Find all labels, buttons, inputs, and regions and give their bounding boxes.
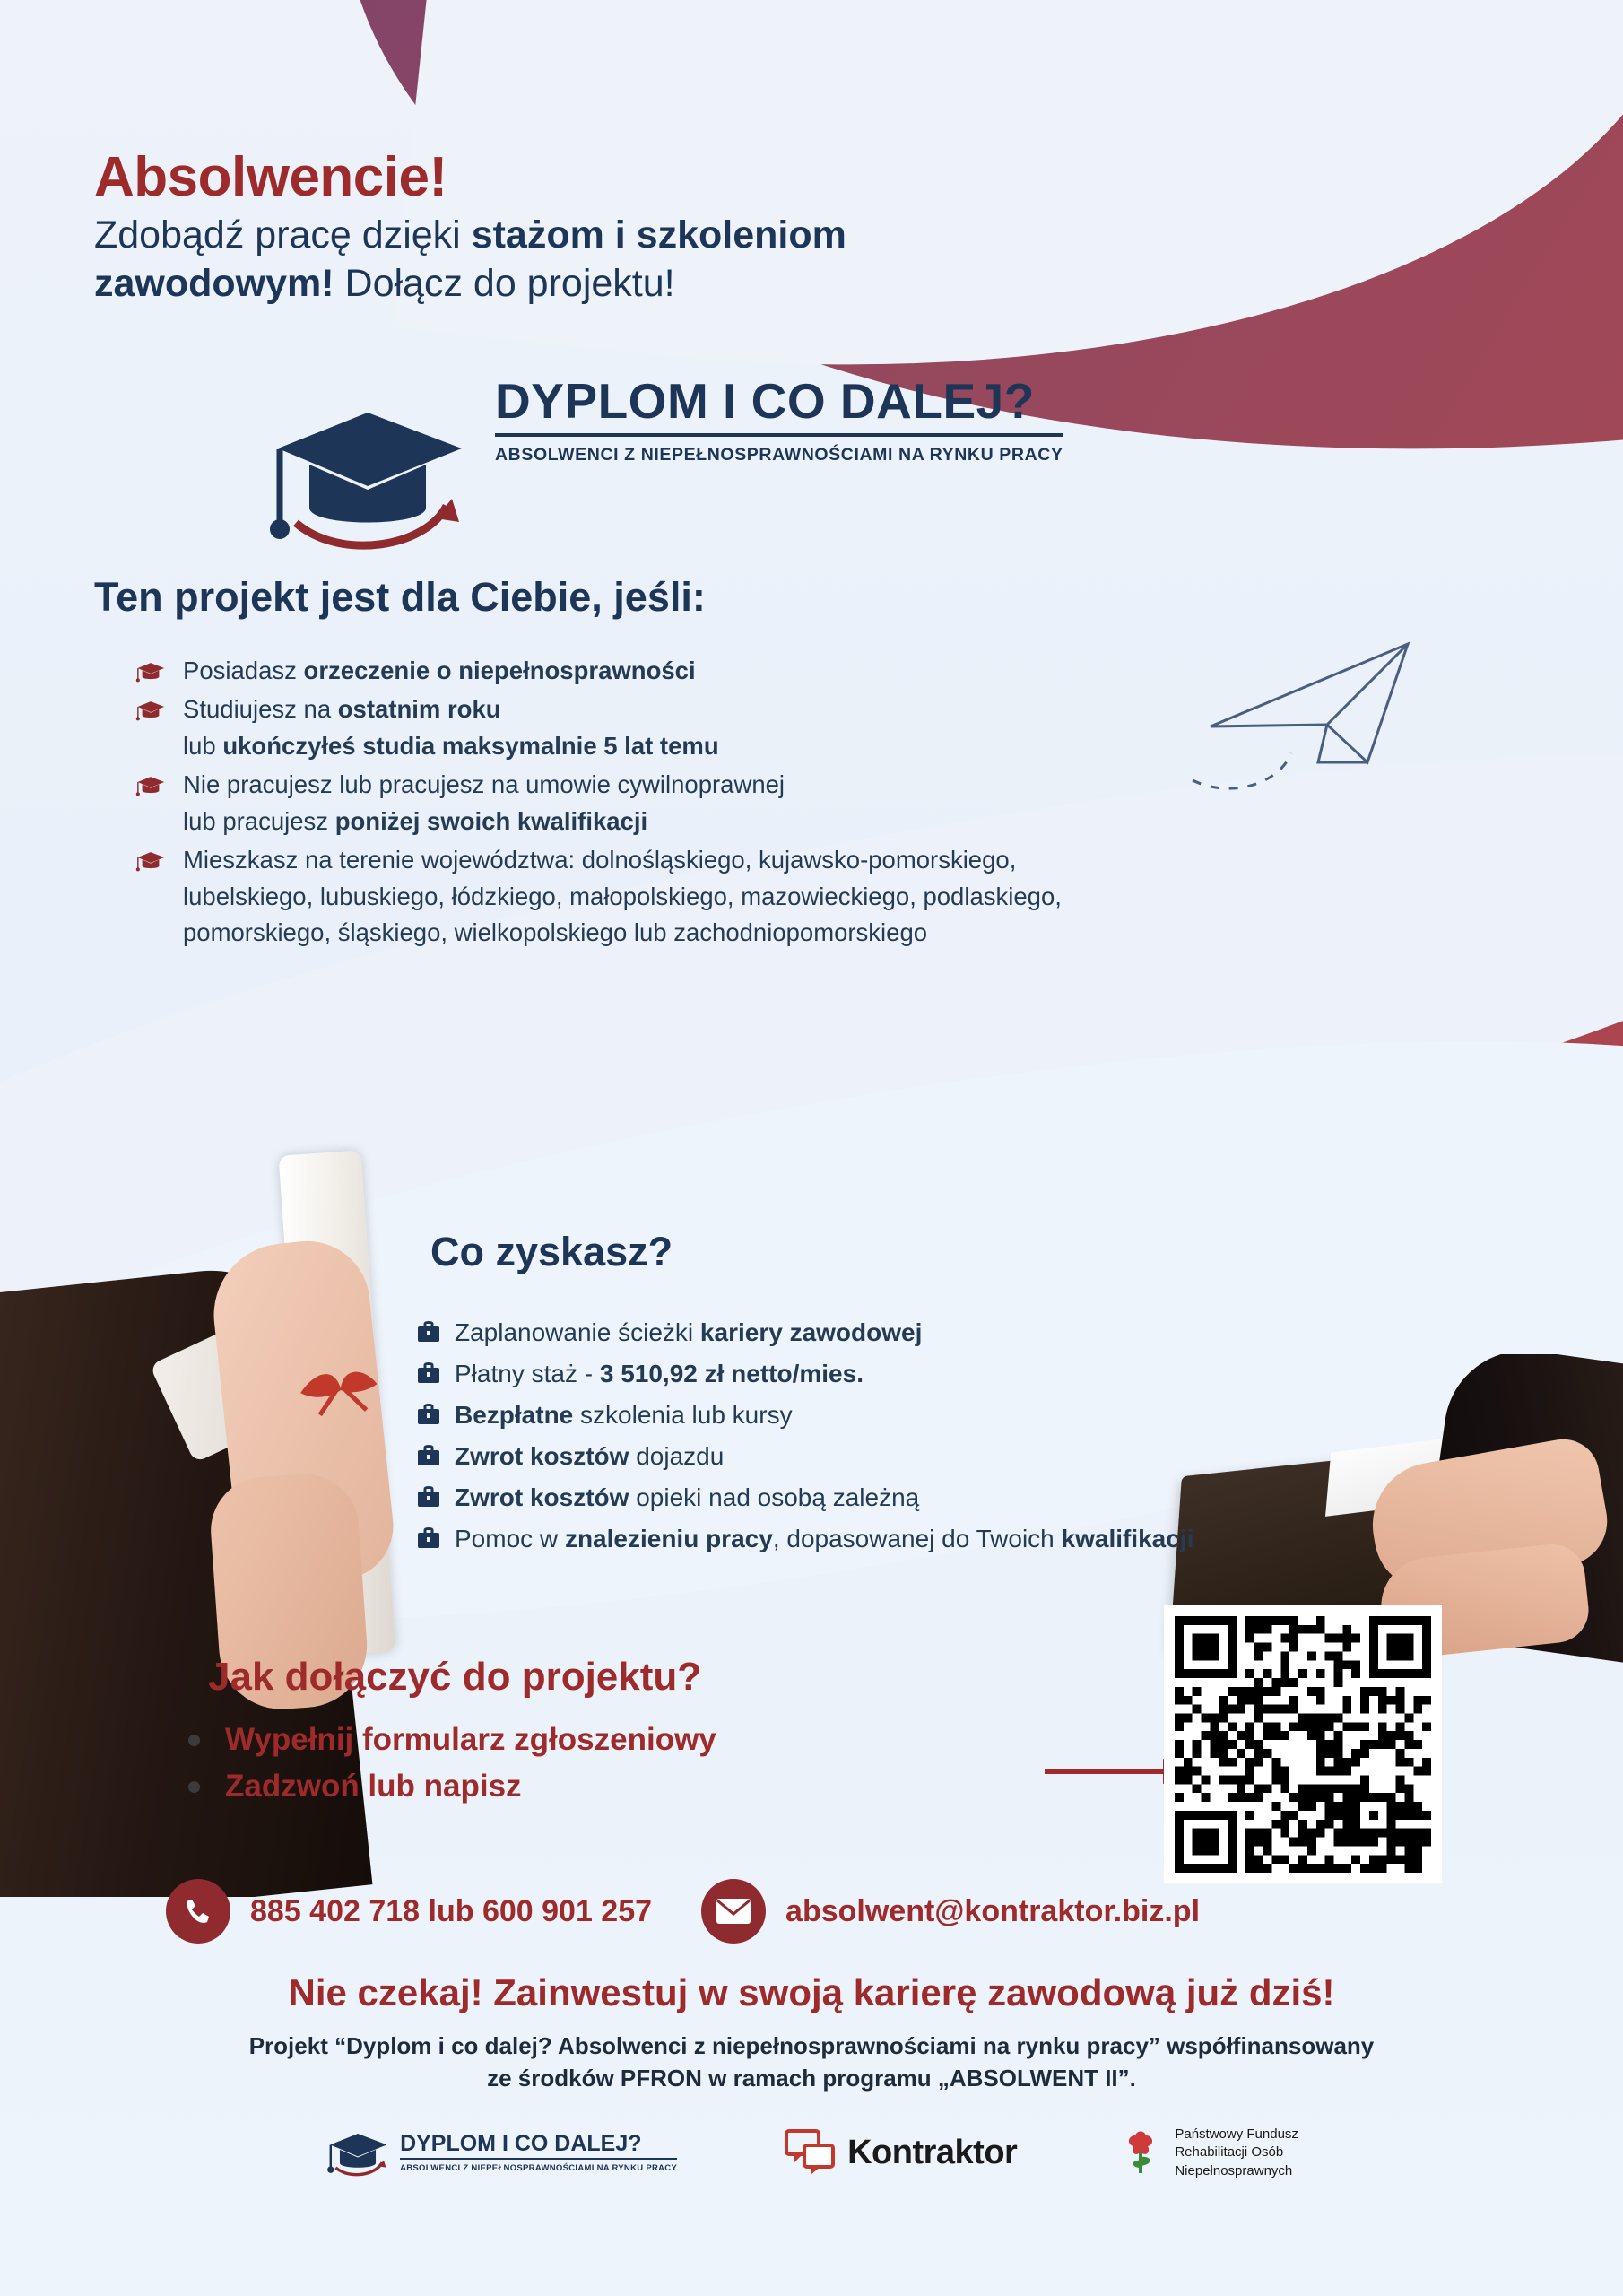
eligibility-item-line: [183, 804, 785, 839]
email-address[interactable]: absolwent@kontraktor.biz.pl: [785, 1893, 1201, 1928]
page-title: Absolwencie!: [94, 146, 447, 208]
emphasis-text: Bezpłatne: [455, 1401, 574, 1429]
footer-logo-pfron-text: [1175, 2126, 1298, 2180]
graduation-cap-icon: [260, 393, 475, 554]
footer-logo-pfron: [1124, 2126, 1298, 2180]
headline-line2-plain: Dołącz do projektu!: [334, 261, 675, 305]
plain-text: lub pracujesz: [183, 806, 335, 835]
qr-code[interactable]: [1164, 1605, 1442, 1883]
emphasis-text: 3 510,92 zł netto/mies.: [599, 1360, 864, 1387]
eligibility-item-text: [183, 767, 785, 839]
plain-text: , dopasowanej do Twoich: [772, 1525, 1062, 1552]
financing-line1: Projekt “Dyplom i co dalej? Absolwenci z niepełnosprawnościami na rynku pracy” współfinansowany: [248, 2032, 1375, 2059]
graduation-cap-bullet-icon: [135, 660, 167, 688]
phone-icon: [166, 1879, 230, 1944]
eligibility-item-line: [183, 842, 1062, 878]
footer-logo-kontraktor-text: Kontraktor: [847, 2133, 1018, 2171]
envelope-icon: [701, 1879, 766, 1944]
project-logo: [260, 373, 1063, 554]
headline-line2-bold: zawodowym!: [94, 261, 334, 305]
pfron-flower-icon: [1124, 2128, 1166, 2177]
plain-text: Płatny staż -: [455, 1360, 600, 1387]
join-step-item: [188, 1722, 1085, 1758]
eligibility-list: [135, 653, 1390, 953]
join-step-label: Zadzwoń lub napisz: [225, 1769, 522, 1804]
eligibility-item-line: [183, 915, 1062, 951]
briefcase-bullet-icon: [417, 1526, 440, 1554]
join-step-label: Wypełnij formularz zgłoszeniowy: [225, 1722, 716, 1757]
benefit-item: [417, 1396, 1475, 1434]
eligibility-item-text: [183, 842, 1062, 951]
speech-bubbles-icon: [785, 2129, 837, 2176]
section-heading-benefits: Co zyskasz?: [430, 1229, 673, 1274]
phone-number[interactable]: 885 402 718 lub 600 901 257: [250, 1893, 653, 1928]
bullet-dot-icon: [188, 1781, 200, 1793]
section-heading-eligibility: Ten projekt jest dla Ciebie, jeśli:: [94, 574, 706, 620]
plain-text: lub: [183, 731, 223, 760]
footer-logo-project: [325, 2127, 677, 2178]
pfron-line2: Rehabilitacji Osób: [1175, 2144, 1284, 2161]
benefit-item-text: [455, 1438, 724, 1475]
benefits-list: [417, 1314, 1475, 1561]
bullet-dot-icon: [188, 1735, 200, 1746]
benefit-item: [417, 1438, 1475, 1475]
footer-logo-kontraktor: [785, 2129, 1017, 2176]
plain-text: lubelskiego, lubuskiego, łódzkiego, małopolskiego, mazowieckiego, podlaskiego,: [183, 882, 1062, 910]
footer-logo-project-title: DYPLOM I CO DALEJ?: [400, 2133, 677, 2160]
graduation-cap-bullet-icon: [135, 849, 167, 877]
emphasis-text: ukończyłeś studia maksymalnie 5 lat temu: [222, 731, 719, 760]
benefit-item: [417, 1355, 1475, 1393]
ribbon-icon: [290, 1360, 392, 1421]
footer-logo-project-subtitle: ABSOLWENCI Z NIEPEŁNOSPRAWNOŚCIAMI NA RYNKU PRACY: [400, 2162, 678, 2173]
emphasis-text: kariery zawodowej: [699, 1318, 923, 1346]
call-to-action: Nie czekaj! Zainwestuj w swoją karierę zawodową już dziś!: [288, 1971, 1335, 2013]
headline-subtitle: [94, 212, 1152, 309]
plain-text: Studiujesz na: [183, 695, 338, 724]
benefit-item: [417, 1520, 1475, 1558]
benefit-item: [417, 1479, 1475, 1517]
eligibility-item-line: [183, 691, 719, 727]
benefit-item-text: [455, 1314, 922, 1352]
plain-text: Mieszkasz na terenie województwa: dolnośląskiego, kujawsko-pomorskiego,: [183, 846, 1017, 874]
pfron-line3: Niepełnosprawnych: [1175, 2162, 1293, 2179]
emphasis-text: Zwrot kosztów: [455, 1483, 629, 1511]
qr-code-canvas[interactable]: [1175, 1616, 1431, 1873]
briefcase-bullet-icon: [417, 1361, 440, 1389]
project-logo-title: DYPLOM I CO DALEJ?: [495, 377, 1063, 437]
emphasis-text: ostatnim roku: [337, 695, 501, 724]
contact-row: [166, 1879, 1200, 1944]
headline-line1-bold: stażom i szkoleniom: [471, 213, 846, 257]
eligibility-item: [135, 691, 1390, 764]
emphasis-text: orzeczenie o niepełnosprawności: [303, 657, 696, 684]
eligibility-item-text: [183, 653, 696, 689]
plain-text: Pomoc w: [455, 1525, 565, 1552]
benefit-item-text: [455, 1355, 864, 1393]
briefcase-bullet-icon: [417, 1444, 440, 1472]
benefit-item: [417, 1314, 1475, 1352]
plain-text: Posiadasz: [183, 657, 304, 684]
benefit-item-text: [455, 1520, 1193, 1558]
graduation-cap-icon-small: [325, 2127, 391, 2178]
pfron-line1: Państwowy Fundusz: [1175, 2126, 1298, 2142]
headline-block: [94, 148, 1152, 309]
financing-line2: ze środków PFRON w ramach programu „ABSOLWENT II”.: [487, 2065, 1136, 2092]
eligibility-item-text: [183, 691, 719, 764]
section-heading-join: Jak dołączyć do projektu?: [208, 1655, 702, 1699]
join-steps-list: [188, 1722, 1085, 1815]
plain-text: Zaplanowanie ścieżki: [455, 1318, 700, 1346]
briefcase-bullet-icon: [417, 1485, 440, 1513]
footer-logos: [0, 2126, 1623, 2180]
eligibility-item-line: [183, 728, 719, 764]
graduation-cap-bullet-icon: [135, 774, 167, 802]
plain-text: pomorskiego, śląskiego, wielkopolskiego lub zachodniopomorskiego: [183, 918, 928, 946]
eligibility-item: [135, 842, 1390, 951]
emphasis-text: Zwrot kosztów: [455, 1442, 629, 1470]
briefcase-bullet-icon: [417, 1403, 440, 1431]
plain-text: szkolenia lub kursy: [573, 1401, 793, 1429]
emphasis-text: znalezieniu pracy: [564, 1525, 773, 1552]
plain-text: Nie pracujesz lub pracujesz na umowie cywilnoprawnej: [183, 770, 785, 799]
plain-text: dojazdu: [629, 1442, 725, 1470]
headline-line1-plain: Zdobądź pracę dzięki: [94, 213, 472, 257]
eligibility-item: [135, 767, 1390, 839]
eligibility-item-line: [183, 767, 785, 803]
financing-note: [0, 2030, 1623, 2095]
benefit-item-text: [455, 1396, 793, 1434]
eligibility-item-line: [183, 653, 696, 689]
briefcase-bullet-icon: [417, 1320, 440, 1348]
benefit-item-text: [455, 1479, 919, 1517]
emphasis-text: kwalifikacji: [1061, 1525, 1194, 1552]
eligibility-item: [135, 653, 1390, 689]
emphasis-text: poniżej swoich kwalifikacji: [334, 806, 648, 835]
graduation-cap-bullet-icon: [135, 699, 167, 726]
join-step-item: [188, 1769, 1085, 1805]
eligibility-item-line: [183, 879, 1062, 915]
plain-text: opieki nad osobą zależną: [629, 1483, 920, 1511]
project-logo-subtitle: ABSOLWENCI Z NIEPEŁNOSPRAWNOŚCIAMI NA RYNKU PRACY: [495, 445, 1063, 465]
